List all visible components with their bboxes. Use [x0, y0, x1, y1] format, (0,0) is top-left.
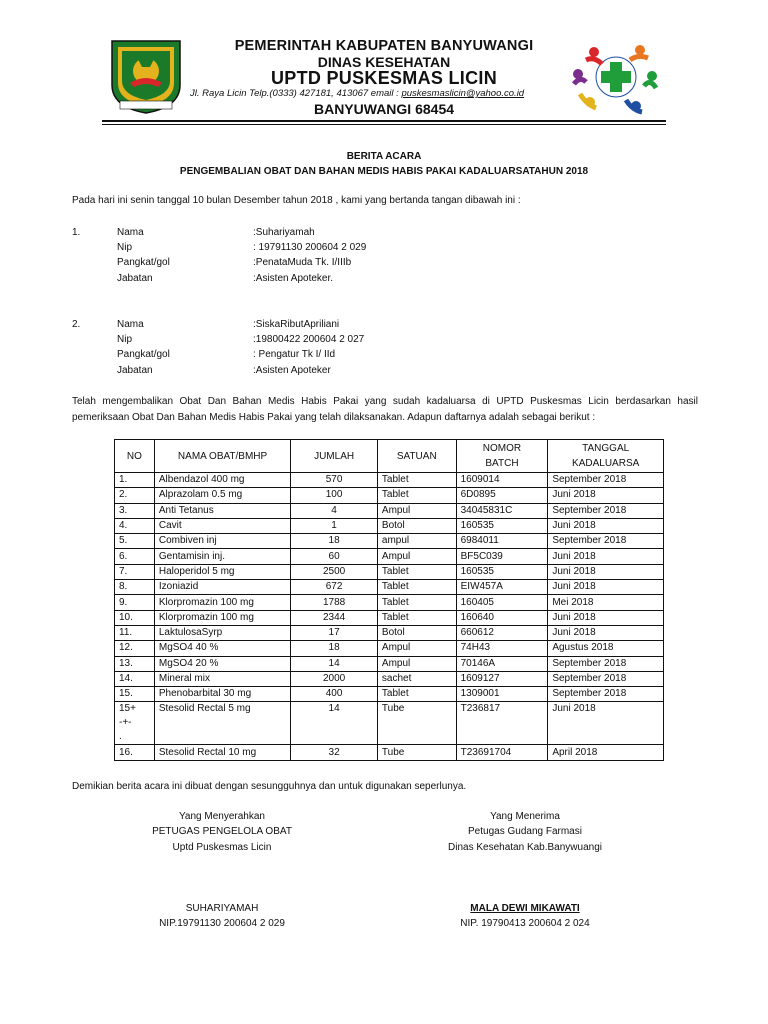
cell-no: 6.	[115, 549, 155, 564]
cell-satuan: Ampul	[377, 656, 456, 671]
cell-jumlah: 18	[291, 641, 378, 656]
table-header-row	[115, 440, 664, 473]
header-satuan: SATUAN	[377, 440, 456, 473]
cell-satuan: Botol	[377, 518, 456, 533]
cell-jumlah: 14	[291, 702, 378, 745]
cell-jumlah: 32	[291, 745, 378, 760]
person-1-number: 1.	[72, 227, 81, 238]
sig-right-title: Petugas Gudang Farmasi	[468, 826, 582, 837]
kop-city: BANYUWANGI 68454	[313, 101, 455, 117]
cell-batch: 660612	[456, 625, 548, 640]
cell-nama: Stesolid Rectal 10 mg	[154, 745, 290, 760]
cell-nama: Albendazol 400 mg	[154, 473, 290, 488]
cell-jumlah: 2000	[291, 671, 378, 686]
cell-batch: T236817	[456, 702, 548, 745]
cell-batch: 160405	[456, 595, 548, 610]
kop-email-link[interactable]: puskesmaslicin@yahoo.co.id	[401, 88, 525, 99]
kop-institution: UPTD PUSKESMAS LICIN	[270, 68, 498, 88]
cell-batch: BF5C039	[456, 549, 548, 564]
header-batch-line1: NOMOR	[482, 443, 522, 454]
cell-tanggal: Juni 2018	[548, 610, 664, 625]
kop-government: PEMERINTAH KABUPATEN BANYUWANGI	[234, 38, 534, 54]
cell-tanggal: Juni 2018	[548, 625, 664, 640]
cell-batch: 1309001	[456, 687, 548, 702]
kop-department: DINAS KESEHATAN	[317, 54, 451, 70]
cell-tanggal: September 2018	[548, 671, 664, 686]
person-1-value-nama: :Suhariyamah	[253, 227, 315, 238]
cell-no: 1.	[115, 473, 155, 488]
cell-jumlah: 2500	[291, 564, 378, 579]
cell-nama: Cavit	[154, 518, 290, 533]
cell-no: 8.	[115, 580, 155, 595]
sig-right-name-text: MALA DEWI MIKAWATI	[470, 903, 580, 914]
cell-no: 16.	[115, 745, 155, 760]
cell-tanggal: September 2018	[548, 503, 664, 518]
cell-satuan: Tablet	[377, 595, 456, 610]
cell-tanggal: Juni 2018	[548, 549, 664, 564]
person-2-value-pangkat: : Pengatur Tk I/ IId	[253, 349, 336, 360]
person-1-label-pangkat: Pangkat/gol	[117, 257, 170, 268]
person-2-label-pangkat: Pangkat/gol	[117, 349, 170, 360]
table-row	[115, 687, 664, 702]
table-body	[115, 473, 664, 761]
cell-nama: Izoniazid	[154, 580, 290, 595]
person-1-value-pangkat: :PenataMuda Tk. I/IIIb	[253, 257, 352, 268]
table-row	[115, 595, 664, 610]
cell-tanggal: September 2018	[548, 534, 664, 549]
cell-no: 14.	[115, 671, 155, 686]
cell-jumlah: 14	[291, 656, 378, 671]
cell-jumlah: 17	[291, 625, 378, 640]
kop-divider-thick	[102, 120, 666, 122]
cell-tanggal: Juni 2018	[548, 564, 664, 579]
table-row	[115, 625, 664, 640]
cell-no: 2.	[115, 488, 155, 503]
sig-right-nip: NIP. 19790413 200604 2 024	[460, 918, 590, 929]
sig-right-unit: Dinas Kesehatan Kab.Banywuangi	[448, 842, 602, 853]
cell-batch: 1609127	[456, 671, 548, 686]
cell-no: 7.	[115, 564, 155, 579]
cell-no: 12.	[115, 641, 155, 656]
person-1-value-jabatan: :Asisten Apoteker.	[253, 273, 334, 284]
cell-batch: 6984011	[456, 534, 548, 549]
intro-text: Pada hari ini senin tanggal 10 bulan Desember tahun 2018 , kami yang bertanda tangan dibawah ini :	[72, 195, 521, 206]
cell-no: 3.	[115, 503, 155, 518]
cell-batch: 70146A	[456, 656, 548, 671]
cell-no-line2: -+-	[119, 717, 132, 729]
cell-jumlah: 672	[291, 580, 378, 595]
cell-jumlah: 100	[291, 488, 378, 503]
cell-no: 13.	[115, 656, 155, 671]
header-nama: NAMA OBAT/BMHP	[154, 440, 290, 473]
cell-jumlah: 4	[291, 503, 378, 518]
cell-jumlah: 18	[291, 534, 378, 549]
cell-nama: Gentamisin inj.	[154, 549, 290, 564]
cell-satuan: Botol	[377, 625, 456, 640]
cell-satuan: Ampul	[377, 503, 456, 518]
cell-tanggal: Juni 2018	[548, 702, 664, 745]
cell-no-line1: 15+	[119, 703, 136, 715]
person-2-label-nip: Nip	[117, 334, 133, 345]
cell-no: 9.	[115, 595, 155, 610]
cell-nama: MgSO4 40 %	[154, 641, 290, 656]
cell-batch: EIW457A	[456, 580, 548, 595]
cell-tanggal: Juni 2018	[548, 518, 664, 533]
kop-address	[190, 88, 524, 99]
table-row	[115, 610, 664, 625]
cell-batch: T23691704	[456, 745, 548, 760]
cell-no: 11.	[115, 625, 155, 640]
cell-jumlah: 570	[291, 473, 378, 488]
cell-nama: Anti Tetanus	[154, 503, 290, 518]
body-paragraph: Telah mengembalikan Obat Dan Bahan Medis Habis Pakai yang sudah kadaluarsa di UPTD Puskesmas Licin berdasarkan hasil pemeriksaan Obat Dan Bahan Medis Habis Pakai yang telah dilaksanakan. Adapun daftarnya adalah sebagai berikut :	[72, 396, 698, 423]
cell-jumlah: 60	[291, 549, 378, 564]
cell-no	[115, 702, 155, 745]
person-2-label-jabatan: Jabatan	[117, 365, 153, 376]
cell-no: 10.	[115, 610, 155, 625]
table-row	[115, 580, 664, 595]
drug-return-table	[114, 439, 664, 761]
cell-satuan: Ampul	[377, 549, 456, 564]
cell-satuan: Tablet	[377, 610, 456, 625]
cell-batch: 74H43	[456, 641, 548, 656]
kop-divider-thin	[102, 124, 666, 125]
table-row	[115, 549, 664, 564]
table-row	[115, 641, 664, 656]
person-2-value-jabatan: :Asisten Apoteker	[253, 365, 331, 376]
table-row	[115, 488, 664, 503]
header-no: NO	[115, 440, 155, 473]
sig-right-name	[395, 903, 655, 914]
sig-left-title: PETUGAS PENGELOLA OBAT	[152, 826, 292, 837]
table-row	[115, 656, 664, 671]
cell-jumlah: 400	[291, 687, 378, 702]
cell-satuan: Tube	[377, 702, 456, 745]
sig-left-unit: Uptd Puskesmas Licin	[172, 842, 272, 853]
header-tanggal-line1: TANGGAL	[582, 443, 630, 454]
cell-satuan: Tablet	[377, 580, 456, 595]
kop-address-text: Jl. Raya Licin Telp.(0333) 427181, 413067 email :	[190, 88, 399, 99]
cell-tanggal: Mei 2018	[548, 595, 664, 610]
person-1-label-nip: Nip	[117, 242, 133, 253]
cell-nama: Combiven inj	[154, 534, 290, 549]
document-title: BERITA ACARA	[346, 151, 422, 162]
table-row	[115, 702, 664, 745]
cell-tanggal: September 2018	[548, 687, 664, 702]
cell-nama: Klorpromazin 100 mg	[154, 610, 290, 625]
cell-satuan: Tablet	[377, 488, 456, 503]
cell-nama: Haloperidol 5 mg	[154, 564, 290, 579]
cell-no-line3: .	[119, 731, 122, 743]
cell-jumlah: 1788	[291, 595, 378, 610]
cell-tanggal: Agustus 2018	[548, 641, 664, 656]
sig-left-role: Yang Menyerahkan	[179, 811, 265, 822]
cell-nama: Mineral mix	[154, 671, 290, 686]
cell-batch: 34045831C	[456, 503, 548, 518]
cell-tanggal: April 2018	[548, 745, 664, 760]
cell-satuan: sachet	[377, 671, 456, 686]
cell-tanggal: Juni 2018	[548, 488, 664, 503]
cell-jumlah: 2344	[291, 610, 378, 625]
cell-satuan: Tablet	[377, 473, 456, 488]
person-2-number: 2.	[72, 319, 81, 330]
cell-nama: Alprazolam 0.5 mg	[154, 488, 290, 503]
table-row	[115, 671, 664, 686]
cell-nama: LaktulosaSyrp	[154, 625, 290, 640]
cell-nama: Stesolid Rectal 5 mg	[154, 702, 290, 745]
cell-satuan: ampul	[377, 534, 456, 549]
table-row	[115, 503, 664, 518]
person-2-value-nip: :19800422 200604 2 027	[253, 334, 365, 345]
table-row	[115, 564, 664, 579]
cell-satuan: Tube	[377, 745, 456, 760]
cell-batch: 160535	[456, 564, 548, 579]
cell-satuan: Tablet	[377, 687, 456, 702]
person-1-label-jabatan: Jabatan	[117, 273, 153, 284]
cell-nama: Phenobarbital 30 mg	[154, 687, 290, 702]
cell-satuan: Ampul	[377, 641, 456, 656]
closing-text: Demikian berita acara ini dibuat dengan sesungguhnya dan untuk digunakan seperlunya.	[72, 781, 467, 792]
person-2-label-nama: Nama	[117, 319, 144, 330]
cell-no: 4.	[115, 518, 155, 533]
table-row	[115, 745, 664, 760]
table-row	[115, 534, 664, 549]
header-batch-line2: BATCH	[485, 458, 519, 469]
header-tanggal-line2: KADALUARSA	[572, 458, 640, 469]
cell-nama: Klorpromazin 100 mg	[154, 595, 290, 610]
table-row	[115, 518, 664, 533]
cell-satuan: Tablet	[377, 564, 456, 579]
table-row	[115, 473, 664, 488]
person-2-value-nama: :SiskaRibutApriliani	[253, 319, 340, 330]
person-1-value-nip: : 19791130 200604 2 029	[253, 242, 367, 253]
cell-batch: 160535	[456, 518, 548, 533]
sig-right-role: Yang Menerima	[490, 811, 560, 822]
person-1-label-nama: Nama	[117, 227, 144, 238]
document-subtitle: PENGEMBALIAN OBAT DAN BAHAN MEDIS HABIS PAKAI KADALUARSATAHUN 2018	[179, 166, 589, 177]
sig-left-name: SUHARIYAMAH	[185, 903, 259, 914]
cell-jumlah: 1	[291, 518, 378, 533]
cell-nama: MgSO4 20 %	[154, 656, 290, 671]
cell-batch: 1609014	[456, 473, 548, 488]
cell-no: 5.	[115, 534, 155, 549]
cell-no: 15.	[115, 687, 155, 702]
header-tanggal	[548, 440, 664, 473]
cell-tanggal: September 2018	[548, 473, 664, 488]
header-jumlah: JUMLAH	[291, 440, 378, 473]
sig-left-nip: NIP.19791130 200604 2 029	[159, 918, 285, 929]
cell-tanggal: September 2018	[548, 656, 664, 671]
cell-tanggal: Juni 2018	[548, 580, 664, 595]
cell-batch: 160640	[456, 610, 548, 625]
header-batch	[456, 440, 548, 473]
cell-batch: 6D0895	[456, 488, 548, 503]
